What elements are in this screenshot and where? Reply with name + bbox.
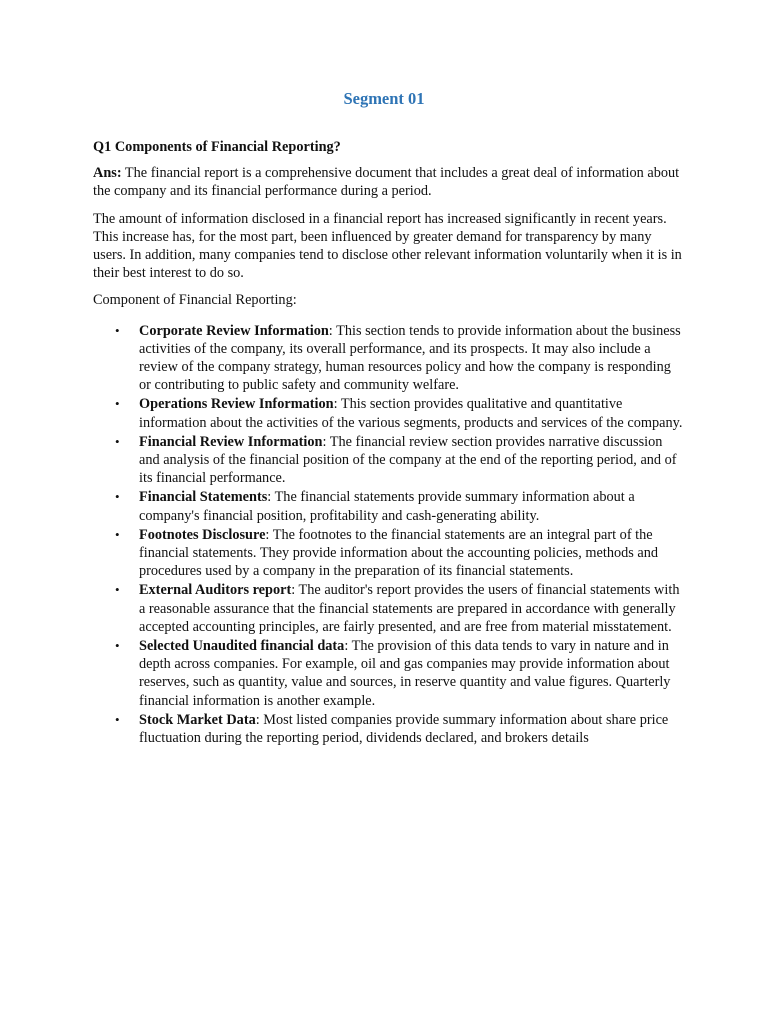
document-body bbox=[93, 138, 683, 748]
list-item-desc: : This section tends to provide information about the business activities of the company, its overall performance, and its prospects. It may also include a review of the company strategy, human resources policy and how the company is responding or contributing to public safety and community welfare. bbox=[139, 322, 681, 394]
answer-paragraph bbox=[93, 164, 683, 200]
bullet-icon: • bbox=[115, 322, 120, 338]
question-heading: Q1 Components of Financial Reporting? bbox=[93, 139, 341, 155]
bullet-icon: • bbox=[115, 526, 120, 542]
list-item-term: Operations Review Information bbox=[139, 396, 334, 413]
list-item-term: Footnotes Disclosure bbox=[139, 526, 266, 543]
list-item-desc: : The provision of this data tends to vary in nature and in depth across companies. For example, oil and gas companies may provide information about reserves, such as quantity, value and sources, in reserve quantity and value figures. Quarterly financial information is another example. bbox=[139, 638, 671, 709]
bullet-icon: • bbox=[115, 711, 120, 727]
answer-label: Ans: bbox=[93, 165, 122, 182]
list-item-term: Stock Market Data bbox=[139, 711, 256, 728]
answer-text: The financial report is a comprehensive document that includes a great deal of information about the company and its financial performance during a period. bbox=[93, 165, 680, 200]
list-item-term: Financial Review Information bbox=[139, 433, 323, 450]
list-intro: Component of Financial Reporting: bbox=[93, 292, 297, 309]
list-item-desc: : The footnotes to the financial statements are an integral part of the financial statements. They provide information about the accounting policies, methods and procedures used by a company in the preparation of its financial statements. bbox=[139, 526, 659, 580]
list-item-term: Financial Statements bbox=[139, 489, 268, 506]
bullet-icon: • bbox=[115, 638, 120, 654]
list-item-desc: : The financial statements provide summary information about a company's financial position, profitability and cash-generating ability. bbox=[139, 489, 635, 524]
components-list bbox=[93, 322, 683, 748]
list-item-term: Corporate Review Information bbox=[139, 322, 329, 339]
list-item bbox=[115, 322, 683, 395]
list-item-desc: : The auditor's report provides the users of financial statements with a reasonable assurance that the financial statements are prepared in accordance with generally accepted accounting principles, are fairly presented, and are free from material misstatement. bbox=[139, 582, 680, 635]
list-item-term: Selected Unaudited financial data bbox=[139, 638, 345, 655]
bullet-icon: • bbox=[115, 582, 120, 598]
list-item bbox=[115, 488, 683, 524]
list-item bbox=[115, 637, 683, 710]
list-item-term: External Auditors report bbox=[139, 582, 292, 599]
list-item-desc: : The financial review section provides narrative discussion and analysis of the financial position of the company at the end of the reporting period, and of its financial performance. bbox=[139, 433, 677, 487]
paragraph-disclosure: The amount of information disclosed in a financial report has increased significantly in recent years. This increase has, for the most part, been influenced by greater demand for transparency by many users. In addition, many companies tend to disclose other relevant information voluntarily when it is in their best interest to do so. bbox=[93, 210, 682, 282]
bullet-icon: • bbox=[115, 489, 120, 505]
list-item bbox=[115, 526, 683, 581]
segment-heading: Segment 01 bbox=[343, 89, 425, 108]
bullet-icon: • bbox=[115, 396, 120, 412]
list-item-desc: : Most listed companies provide summary information about share price fluctuation during the reporting period, dividends declared, and brokers details bbox=[139, 711, 669, 747]
list-item bbox=[115, 395, 683, 431]
bullet-icon: • bbox=[115, 433, 120, 449]
list-item bbox=[115, 711, 683, 747]
list-item bbox=[115, 581, 683, 636]
list-item-desc: : This section provides qualitative and quantitative information about the activities of the various segments, products and services of the company. bbox=[139, 396, 683, 431]
list-item bbox=[115, 433, 683, 488]
